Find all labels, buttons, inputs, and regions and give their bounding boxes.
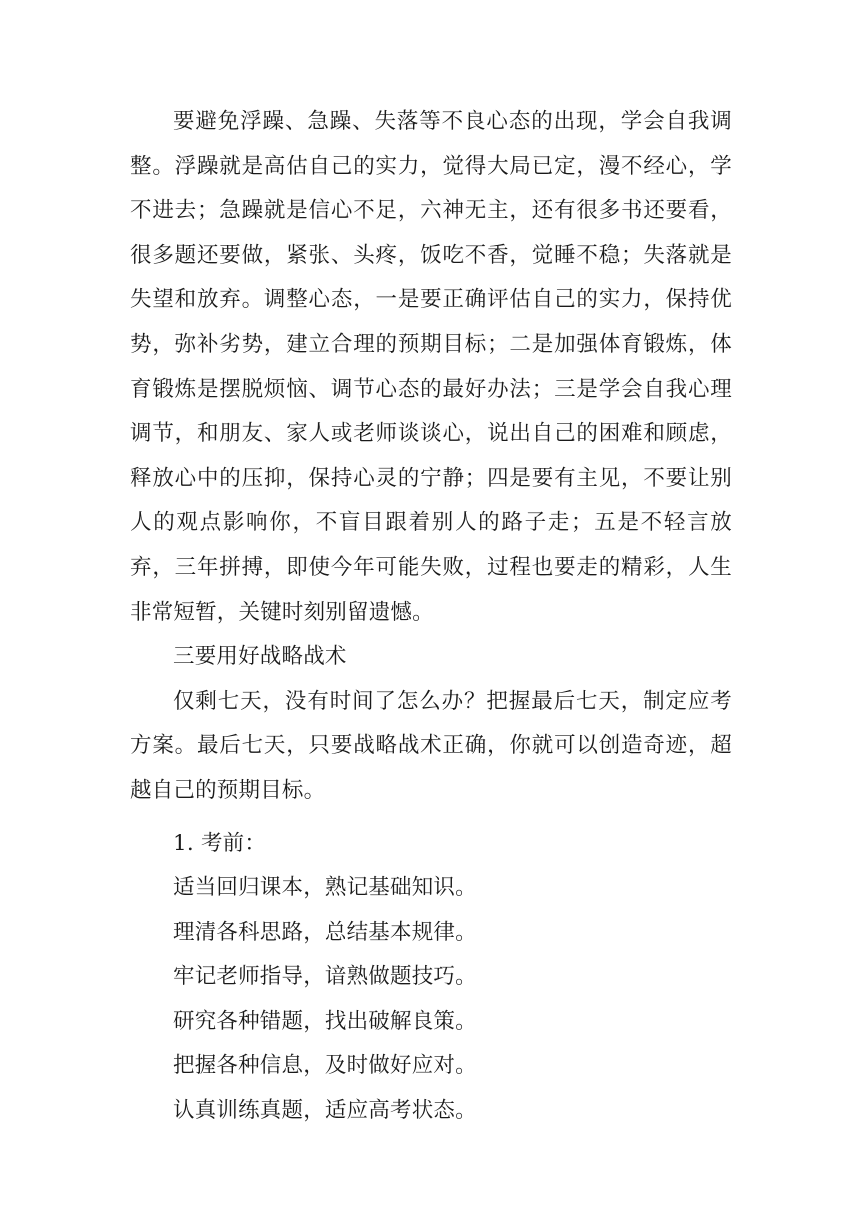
document-page: [130, 100, 732, 1134]
list-item: 认真训练真题，适应高考状态。: [173, 1098, 477, 1124]
list-item: 理清各科思路，总结基本规律。: [173, 919, 477, 945]
list-item: 牢记老师指导，谙熟做题技巧。: [173, 964, 477, 990]
list-item: 研究各种错题，找出破解良策。: [173, 1008, 477, 1034]
list-item: 适当回归课本，熟记基础知识。: [173, 875, 477, 901]
paragraph-last-seven-days: 仅剩七天，没有时间了怎么办？把握最后七天，制定应考方案。最后七天，只要战略战术正确，你就可以创造奇迹，超越自己的预期目标。: [130, 688, 732, 803]
paragraph-mindset: 要避免浮躁、急躁、失落等不良心态的出现，学会自我调整。浮躁就是高估自己的实力，觉得大局已定，漫不经心，学不进去；急躁就是信心不足，六神无主，还有很多书还要看，很多题还要做，紧张、头疼，饭吃不香，觉睡不稳；失落就是失望和放弃。调整心态，一是要正确评估自己的实力，保持优势，弥补劣势，建立合理的预期目标；二是加强体育锻炼，体育锻炼是摆脱烦恼、调节心态的最好办法；三是学会自我心理调节，和朋友、家人或老师谈谈心，说出自己的困难和顾虑，释放心中的压抑，保持心灵的宁静；四是要有主见，不要让别人的观点影响你，不盲目跟着别人的路子走；五是不轻言放弃，三年拼搏，即使今年可能失败，过程也要走的精彩，人生非常短暂，关键时刻别留遗憾。: [130, 109, 732, 625]
subheading-before-exam: 1. 考前：: [173, 830, 267, 856]
section-heading-strategy: 三要用好战略战术: [173, 644, 347, 670]
list-item: 把握各种信息，及时做好应对。: [173, 1053, 477, 1079]
